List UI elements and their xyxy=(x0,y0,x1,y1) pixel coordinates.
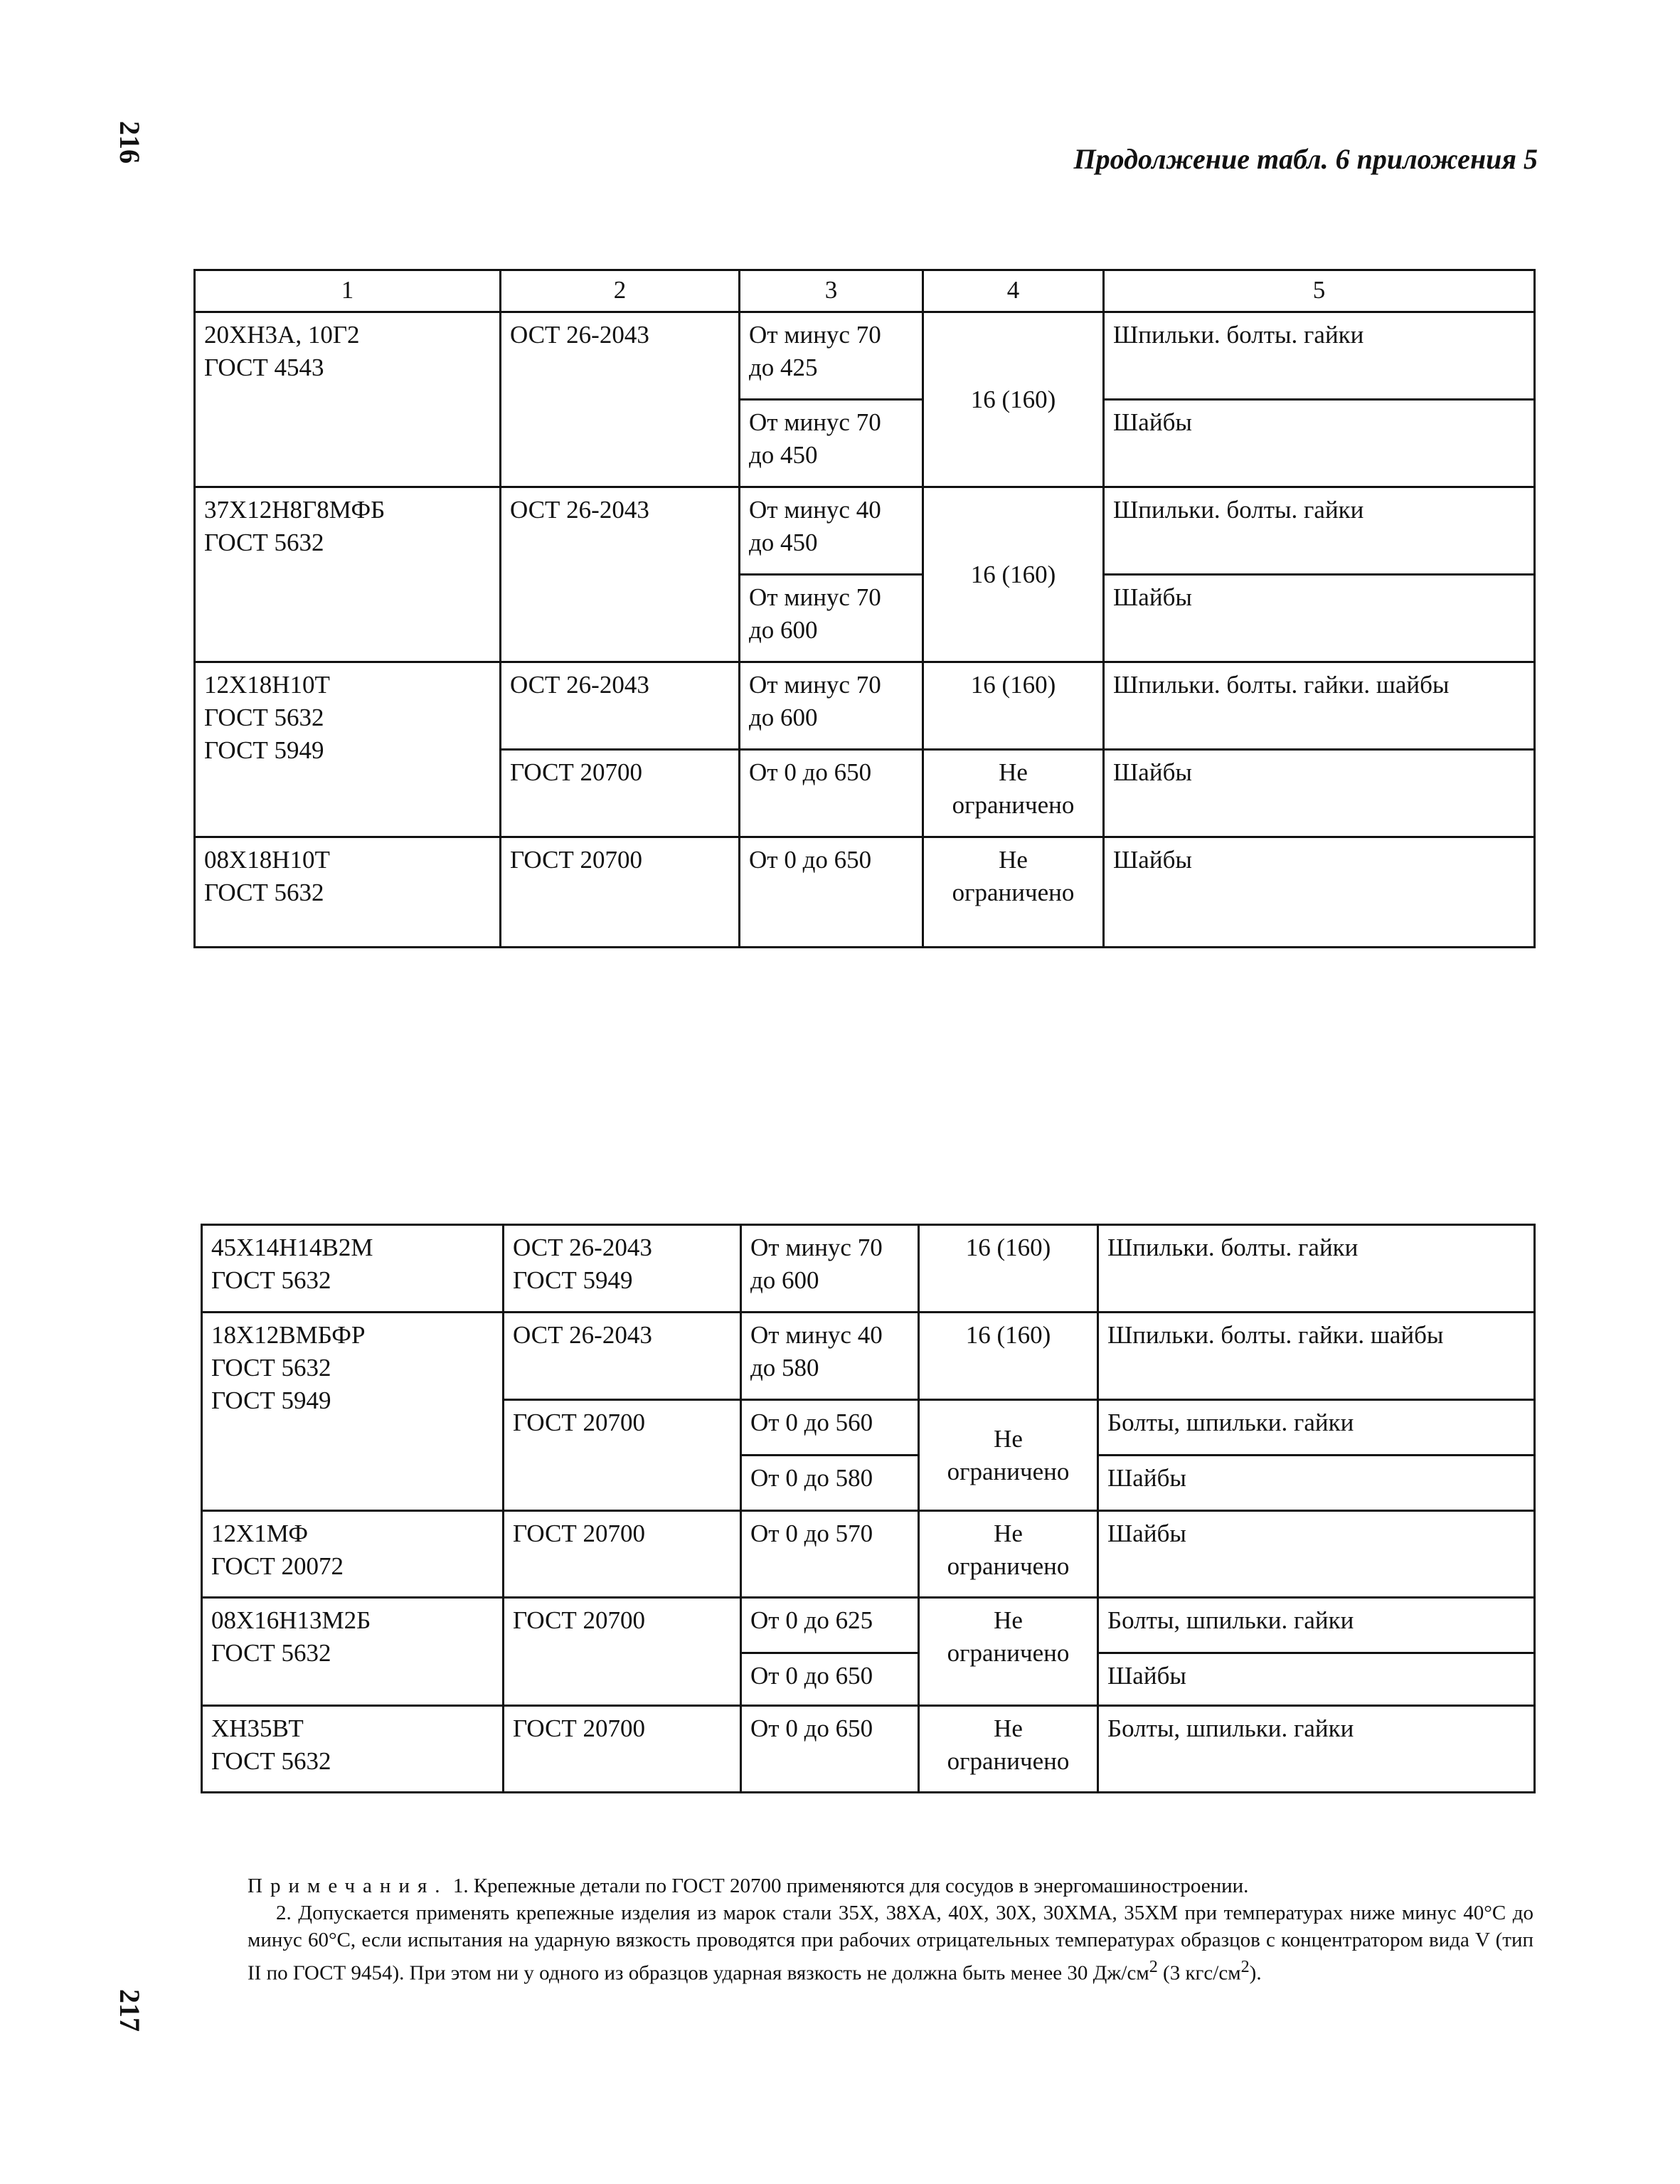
material-grade-cell xyxy=(202,1511,504,1598)
table-row xyxy=(202,1598,1535,1653)
part-type-cell: Шпильки. болты. гайки xyxy=(1104,312,1535,400)
note-2 xyxy=(248,1899,1533,1987)
table-continuation-header: Продолжение табл. 6 приложения 5 xyxy=(1073,143,1538,175)
temperature-cell xyxy=(740,487,923,575)
part-type-cell: Шайбы xyxy=(1104,400,1535,487)
standard-cell: ОСТ 26-2043 xyxy=(501,487,740,662)
standard-cell xyxy=(504,1225,741,1313)
part-type-cell: Шпильки. болты. гайки. шайбы xyxy=(1098,1313,1535,1400)
material-grade: 18Х12ВМБФР ГОСТ 5632 ГОСТ 5949 xyxy=(211,1321,366,1414)
material-grade: 12Х18Н10Т ГОСТ 5632 ГОСТ 5949 xyxy=(204,671,330,764)
pressure-value: Не ограничено xyxy=(947,1424,1070,1485)
material-grade-cell xyxy=(195,662,501,837)
part-type-cell: Шпильки. болты. гайки. шайбы xyxy=(1104,662,1535,750)
fastener-materials-table-part-1 xyxy=(193,269,1536,948)
temperature-cell: От 0 до 560 xyxy=(741,1400,919,1456)
temperature-cell: От 0 до 625 xyxy=(741,1598,919,1653)
part-type-cell: Шпильки. болты. гайки xyxy=(1098,1225,1535,1313)
part-type-cell: Шайбы xyxy=(1098,1456,1535,1511)
table-row xyxy=(202,1313,1535,1400)
column-number: 4 xyxy=(923,270,1104,312)
part-type-cell: Шайбы xyxy=(1098,1653,1535,1706)
pressure-cell: 16 (160) xyxy=(923,312,1104,487)
standard-cell: ГОСТ 20700 xyxy=(504,1400,741,1511)
part-type-cell: Болты, шпильки. гайки xyxy=(1098,1706,1535,1793)
pressure-cell xyxy=(923,837,1104,948)
temperature-cell: От 0 до 650 xyxy=(740,837,923,948)
column-number: 5 xyxy=(1104,270,1535,312)
table-row xyxy=(195,312,1535,400)
part-type-cell: Болты, шпильки. гайки xyxy=(1098,1400,1535,1456)
column-number: 1 xyxy=(195,270,501,312)
standard-cell: ГОСТ 20700 xyxy=(504,1511,741,1598)
column-number: 2 xyxy=(501,270,740,312)
standard-cell: ГОСТ 20700 xyxy=(501,750,740,837)
note-2-text: 2. Допускается применять крепежные изделия из марок стали 35Х, 38ХА, 40Х, 30Х, 30ХМА, 35ХМ при температурах ниже минус 40°С до минус 60°С, если испытания на ударную вязкость проводятся при рабочих отрицательных температурах образцов с концентратором вида V (тип II по ГОСТ 9454). При этом ни у одного из образцов ударная вязкость не должна быть менее 30 Дж/см xyxy=(248,1902,1533,1985)
pressure-value: Не ограничено xyxy=(952,758,1075,819)
material-grade: 37Х12Н8Г8МФБ ГОСТ 5632 xyxy=(204,496,386,556)
column-number: 3 xyxy=(740,270,923,312)
material-grade-cell xyxy=(195,487,501,662)
column-number-row xyxy=(195,270,1535,312)
table-row xyxy=(195,487,1535,575)
part-type-cell: Шайбы xyxy=(1104,750,1535,837)
material-grade-cell xyxy=(195,312,501,487)
pressure-value: Не ограничено xyxy=(947,1714,1070,1775)
page-number-bottom: 217 xyxy=(114,1989,146,2032)
material-grade-cell xyxy=(202,1313,504,1511)
note-2-text-end: ). xyxy=(1249,1961,1262,1985)
material-grade-cell xyxy=(195,837,501,948)
temperature-cell: От 0 до 570 xyxy=(741,1511,919,1598)
material-grade: 08Х18Н10Т ГОСТ 5632 xyxy=(204,846,330,906)
temperature-range: От минус 40 до 580 xyxy=(750,1321,883,1382)
temperature-range: От минус 70 до 450 xyxy=(749,408,881,469)
temperature-range: От минус 70 до 600 xyxy=(750,1234,883,1294)
part-type-cell: Болты, шпильки. гайки xyxy=(1098,1598,1535,1653)
material-grade: 08Х16Н13М2Б ГОСТ 5632 xyxy=(211,1606,371,1667)
table-notes xyxy=(248,1872,1533,1987)
temperature-range: От минус 70 до 425 xyxy=(749,321,881,381)
temperature-cell xyxy=(741,1225,919,1313)
table-row xyxy=(202,1511,1535,1598)
standard-cell: ОСТ 26-2043 xyxy=(504,1313,741,1400)
table-row xyxy=(195,662,1535,750)
material-grade: 45Х14Н14В2М ГОСТ 5632 xyxy=(211,1234,373,1294)
part-type-cell: Шайбы xyxy=(1104,837,1535,948)
page-number-top: 216 xyxy=(114,121,146,164)
notes-label: Примечания. xyxy=(248,1875,448,1897)
material-grade-cell xyxy=(202,1598,504,1706)
temperature-cell xyxy=(740,662,923,750)
material-grade: 12Х1МФ ГОСТ 20072 xyxy=(211,1520,344,1580)
fastener-materials-table-part-2 xyxy=(201,1224,1536,1793)
table-row xyxy=(195,837,1535,948)
temperature-cell xyxy=(740,400,923,487)
pressure-cell xyxy=(919,1400,1098,1511)
pressure-value: Не ограничено xyxy=(947,1520,1070,1580)
temperature-cell xyxy=(741,1313,919,1400)
note-1 xyxy=(248,1872,1533,1899)
table-row xyxy=(202,1706,1535,1793)
standard-value: ОСТ 26-2043 ГОСТ 5949 xyxy=(513,1234,652,1294)
pressure-cell: 16 (160) xyxy=(923,487,1104,662)
part-type-cell: Шпильки. болты. гайки xyxy=(1104,487,1535,575)
standard-cell: ГОСТ 20700 xyxy=(504,1706,741,1793)
temperature-cell: От 0 до 650 xyxy=(741,1653,919,1706)
part-type-cell: Шайбы xyxy=(1104,575,1535,662)
table-row xyxy=(202,1225,1535,1313)
temperature-range: От минус 40 до 450 xyxy=(749,496,881,556)
material-grade: ХН35ВТ ГОСТ 5632 xyxy=(211,1714,331,1775)
pressure-cell xyxy=(919,1706,1098,1793)
material-grade: 20ХН3А, 10Г2 ГОСТ 4543 xyxy=(204,321,360,381)
material-grade-cell xyxy=(202,1706,504,1793)
standard-cell: ОСТ 26-2043 xyxy=(501,312,740,487)
pressure-value: Не ограничено xyxy=(947,1606,1070,1667)
note-1-text: 1. Крепежные детали по ГОСТ 20700 применяются для сосудов в энергомашиностроении. xyxy=(452,1875,1249,1897)
note-2-text-cont: (3 кгс/см xyxy=(1157,1961,1241,1985)
temperature-cell xyxy=(740,575,923,662)
pressure-cell xyxy=(919,1598,1098,1706)
superscript: 2 xyxy=(1149,1957,1158,1976)
pressure-value: Не ограничено xyxy=(952,846,1075,906)
pressure-cell: 16 (160) xyxy=(919,1313,1098,1400)
temperature-range: От минус 70 до 600 xyxy=(749,583,881,644)
pressure-cell: 16 (160) xyxy=(919,1225,1098,1313)
material-grade-cell xyxy=(202,1225,504,1313)
pressure-cell xyxy=(919,1511,1098,1598)
temperature-range: От минус 70 до 600 xyxy=(749,671,881,731)
pressure-cell: 16 (160) xyxy=(923,662,1104,750)
standard-cell: ГОСТ 20700 xyxy=(501,837,740,948)
pressure-cell xyxy=(923,750,1104,837)
standard-cell: ОСТ 26-2043 xyxy=(501,662,740,750)
temperature-cell: От 0 до 650 xyxy=(740,750,923,837)
part-type-cell: Шайбы xyxy=(1098,1511,1535,1598)
superscript: 2 xyxy=(1240,1957,1250,1976)
temperature-cell: От 0 до 650 xyxy=(741,1706,919,1793)
temperature-cell: От 0 до 580 xyxy=(741,1456,919,1511)
standard-cell: ГОСТ 20700 xyxy=(504,1598,741,1706)
temperature-cell xyxy=(740,312,923,400)
